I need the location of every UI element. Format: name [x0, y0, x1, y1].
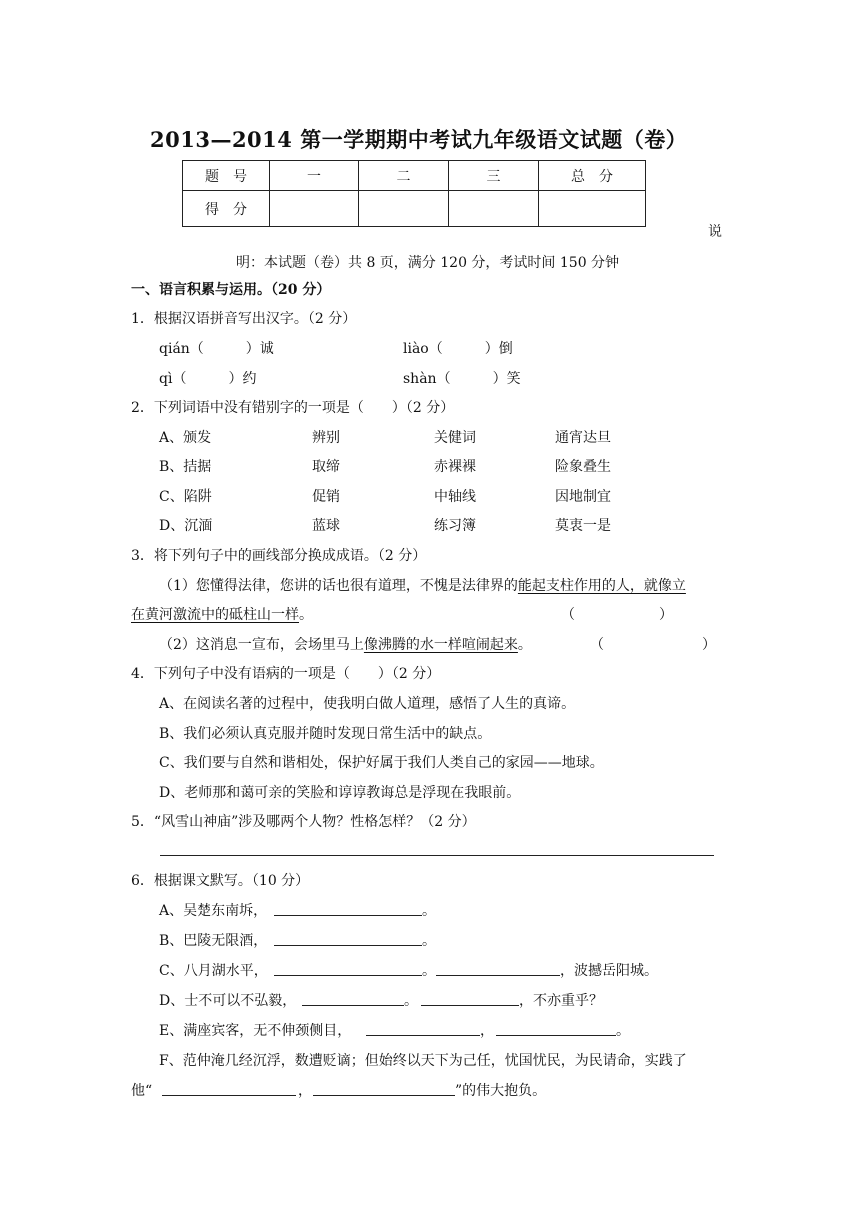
sentence-text: 。 [517, 637, 532, 653]
pinyin-item: shàn（ ）笑 [403, 371, 521, 387]
recite-text: ，不亦重乎？ [519, 993, 603, 1009]
option-word: 险象叠生 [555, 459, 611, 475]
sentence-2 [159, 634, 532, 654]
recite-text: ，波撼岳阳城。 [560, 963, 658, 979]
pinyin-item: liào（ ）倒 [403, 341, 513, 357]
pinyin-item: qián（ ）诚 [159, 341, 274, 357]
section-heading: 一、语言积累与运用。（20 分） [131, 282, 331, 298]
recite-text: C、八月湖水平， [159, 963, 268, 979]
recite-text: D、士不可以不弘毅， [159, 993, 297, 1009]
score-cell[interactable] [449, 191, 539, 227]
option-word: C、陷阱 [159, 489, 212, 505]
answer-paren[interactable]: （ ） [561, 607, 673, 623]
score-table-header: 题 号 [183, 161, 270, 191]
score-row-label: 得 分 [183, 191, 270, 227]
recite-text: A、吴楚东南坼， [159, 903, 268, 919]
recite-text: E、满座宾客，无不伸颈侧目， [159, 1023, 352, 1039]
score-cell[interactable] [270, 191, 359, 227]
recite-text: 。 [422, 933, 436, 949]
option-word: 赤裸裸 [434, 459, 476, 475]
question-stem: 4．下列句子中没有语病的一项是（ ）（2 分） [131, 666, 441, 682]
option-word: 练习簿 [434, 518, 476, 534]
underlined-phrase: 能起支柱作用的人，就像立 [517, 578, 686, 594]
fill-blank[interactable] [302, 1005, 404, 1006]
sentence-text: 。 [299, 607, 313, 623]
recite-text: ”的伟大抱负。 [455, 1083, 547, 1099]
sentence-text: （2）这消息一宣布，会场里马上 [159, 637, 364, 653]
recite-text: ， [298, 1083, 312, 1099]
score-table-header: 一 [270, 161, 359, 191]
option-word: D、沉湎 [159, 518, 213, 534]
recite-text: F、范仲淹几经沉浮，数遭贬谪；但始终以天下为己任，忧国忧民，为民请命，实践了 [159, 1053, 687, 1069]
option-word: 促销 [312, 489, 340, 505]
fill-blank[interactable] [421, 1005, 519, 1006]
fill-blank[interactable] [162, 1095, 296, 1096]
score-table-header: 二 [359, 161, 449, 191]
question-stem: 6．根据课文默写。（10 分） [131, 873, 310, 889]
option-word: 莫衷一是 [555, 518, 611, 534]
recite-text: 他“ [131, 1083, 153, 1099]
exam-note: 明：本试题（卷）共 8 页，满分 120 分，考试时间 150 分钟 [236, 255, 620, 271]
recite-text: 。 [422, 963, 436, 979]
option-word: 因地制宜 [555, 489, 611, 505]
underlined-phrase: 像沸腾的水一样喧闹起来 [363, 637, 518, 653]
option-sentence: A、在阅读名著的过程中，使我明白做人道理，感悟了人生的真谛。 [159, 696, 576, 712]
option-word: 取缔 [312, 459, 340, 475]
option-word: B、拮据 [159, 459, 212, 475]
fill-blank[interactable] [274, 915, 422, 916]
sentence-1-cont [131, 604, 313, 624]
score-cell[interactable] [539, 191, 646, 227]
score-cell[interactable] [359, 191, 449, 227]
option-word: A、颁发 [159, 430, 212, 446]
question-stem: 5．“风雪山神庙”涉及哪两个人物？性格怎样？（2 分） [131, 814, 476, 830]
option-word: 辨别 [312, 430, 340, 446]
page-title: 2013—2014 第一学期期中考试九年级语文试题（卷） [150, 127, 688, 152]
answer-paren[interactable]: （ ） [590, 637, 716, 653]
score-table-header: 总 分 [539, 161, 646, 191]
recite-text: 。 [422, 903, 436, 919]
fill-blank[interactable] [366, 1035, 480, 1036]
recite-text: B、巴陵无限酒， [159, 933, 268, 949]
option-word: 关健词 [434, 430, 476, 446]
question-stem: 1．根据汉语拼音写出汉字。（2 分） [131, 311, 357, 327]
fill-blank[interactable] [274, 975, 422, 976]
fill-blank[interactable] [313, 1095, 455, 1096]
recite-text: ， [480, 1023, 494, 1039]
option-word: 中轴线 [434, 489, 476, 505]
underlined-phrase: 在黄河激流中的砥柱山一样 [131, 607, 299, 623]
fill-blank[interactable] [496, 1035, 616, 1036]
option-sentence: B、我们必须认真克服并随时发现日常生活中的缺点。 [159, 726, 492, 742]
fill-blank[interactable] [274, 945, 422, 946]
question-stem: 2．下列词语中没有错别字的一项是（ ）（2 分） [131, 400, 455, 416]
score-table-header: 三 [449, 161, 539, 191]
pinyin-item: qì（ ）约 [159, 371, 257, 387]
sentence-1 [159, 575, 686, 595]
answer-line[interactable] [160, 855, 714, 856]
option-word: 蓝球 [312, 518, 340, 534]
fill-blank[interactable] [436, 975, 560, 976]
question-stem: 3．将下列句子中的画线部分换成成语。（2 分） [131, 548, 427, 564]
note-prefix: 说 [708, 224, 722, 240]
option-sentence: C、我们要与自然和谐相处，保护好属于我们人类自己的家园——地球。 [159, 755, 604, 771]
option-word: 通宵达旦 [555, 430, 611, 446]
score-table [182, 160, 646, 227]
option-sentence: D、老师那和蔼可亲的笑脸和谆谆教诲总是浮现在我眼前。 [159, 785, 521, 801]
recite-text: 。 [616, 1023, 630, 1039]
recite-text: 。 [404, 993, 418, 1009]
sentence-text: （1）您懂得法律，您讲的话也很有道理，不愧是法律界的 [159, 578, 518, 594]
